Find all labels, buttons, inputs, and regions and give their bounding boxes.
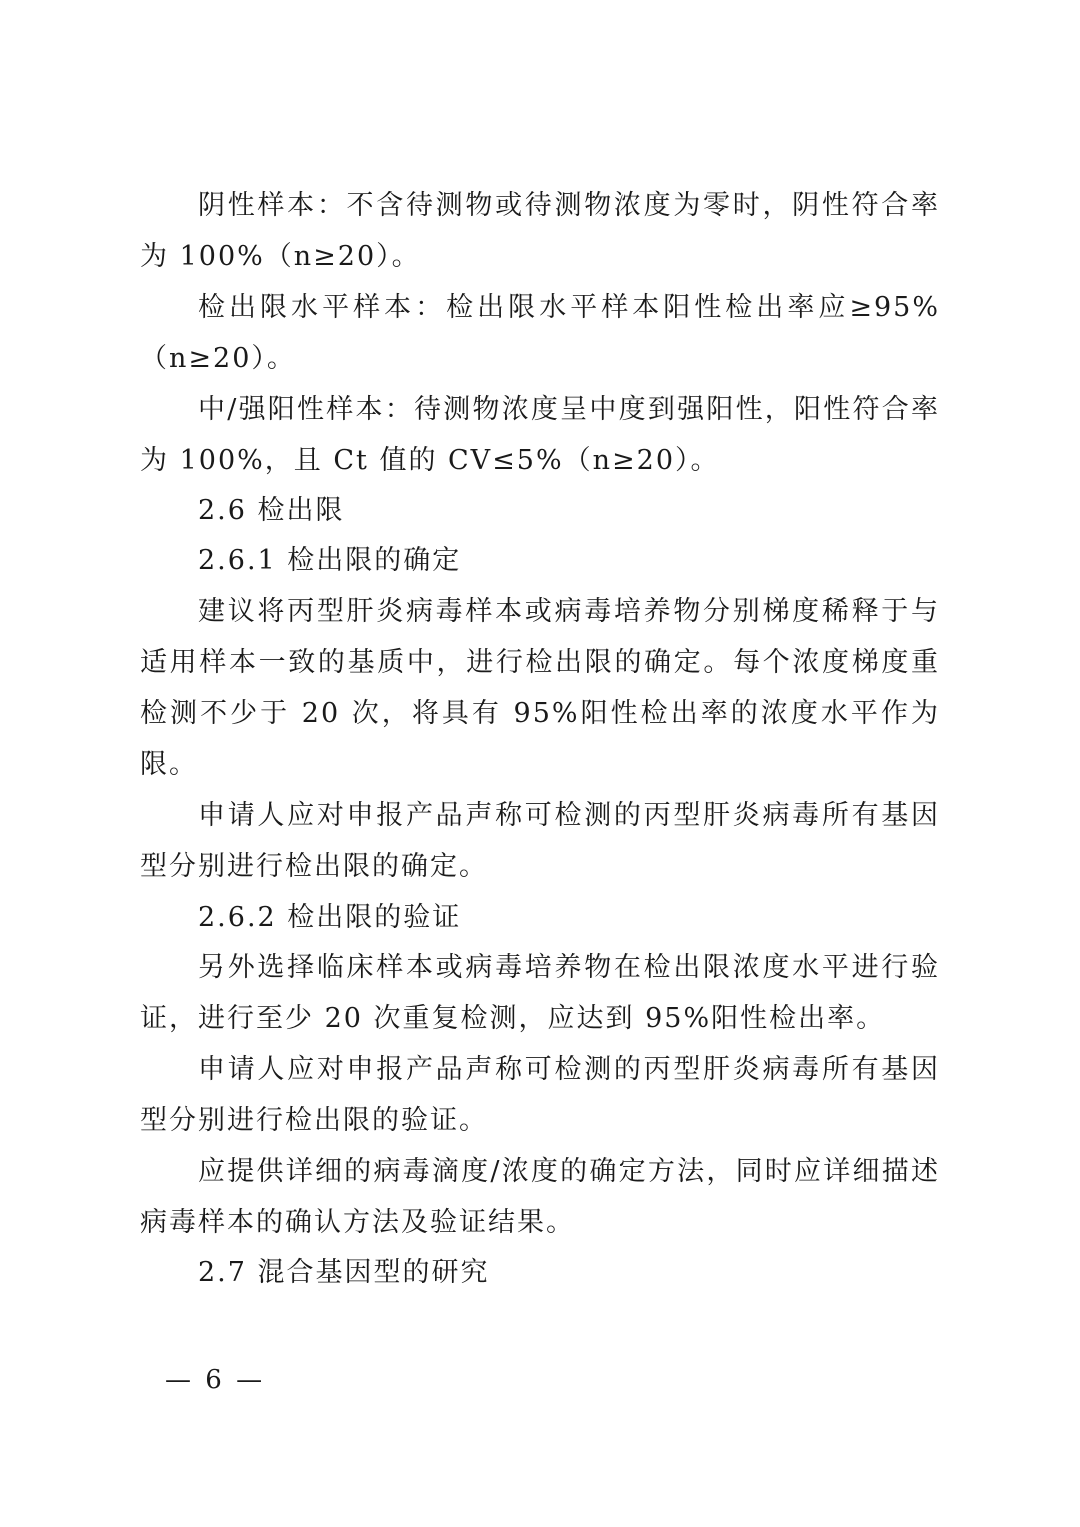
paragraph-genotype-verification-line-1: 申请人应对申报产品声称可检测的丙型肝炎病毒所有基因 [198, 1054, 940, 1085]
paragraph-titer-method-line-1: 应提供详细的病毒滴度/浓度的确定方法，同时应详细描述 [198, 1156, 940, 1187]
paragraph-negative-sample-line-1: 阴性样本：不含待测物或待测物浓度为零时，阴性符合率 [198, 190, 940, 221]
paragraph-lod-determination-line-3: 检测不少于 20 次，将具有 95%阳性检出率的浓度水平作为 [140, 698, 940, 729]
paragraph-lod-sample-line-1: 检出限水平样本：检出限水平样本阳性检出率应≥95% [198, 292, 940, 323]
paragraph-titer-method-line-2: 病毒样本的确认方法及验证结果。 [140, 1207, 575, 1238]
paragraph-lod-determination-line-1: 建议将丙型肝炎病毒样本或病毒培养物分别梯度稀释于与 [198, 596, 940, 627]
paragraph-genotype-determination-line-1: 申请人应对申报产品声称可检测的丙型肝炎病毒所有基因 [198, 800, 940, 831]
paragraph-lod-sample-line-2: （n≥20）。 [140, 343, 296, 374]
paragraph-negative-sample-line-2: 为 100%（n≥20）。 [140, 241, 421, 272]
heading-2-6-1: 2.6.1 检出限的确定 [198, 545, 462, 576]
paragraph-genotype-verification-line-2: 型分别进行检出限的验证。 [140, 1105, 488, 1136]
heading-2-6: 2.6 检出限 [198, 495, 345, 526]
paragraph-lod-determination-line-4: 限。 [140, 749, 198, 780]
heading-2-7: 2.7 混合基因型的研究 [198, 1257, 490, 1288]
paragraph-genotype-determination-line-2: 型分别进行检出限的确定。 [140, 851, 488, 882]
paragraph-lod-verification-line-2: 证，进行至少 20 次重复检测，应达到 95%阳性检出率。 [140, 1003, 886, 1034]
paragraph-lod-determination-line-2: 适用样本一致的基质中，进行检出限的确定。每个浓度梯度重 [140, 647, 940, 678]
page-number: — 6 — [165, 1365, 266, 1395]
paragraph-strong-positive-line-2: 为 100%，且 Ct 值的 CV≤5%（n≥20）。 [140, 445, 720, 476]
paragraph-strong-positive-line-1: 中/强阳性样本：待测物浓度呈中度到强阳性，阳性符合率 [198, 394, 940, 425]
paragraph-lod-verification-line-1: 另外选择临床样本或病毒培养物在检出限浓度水平进行验 [198, 952, 940, 983]
heading-2-6-2: 2.6.2 检出限的验证 [198, 902, 462, 933]
